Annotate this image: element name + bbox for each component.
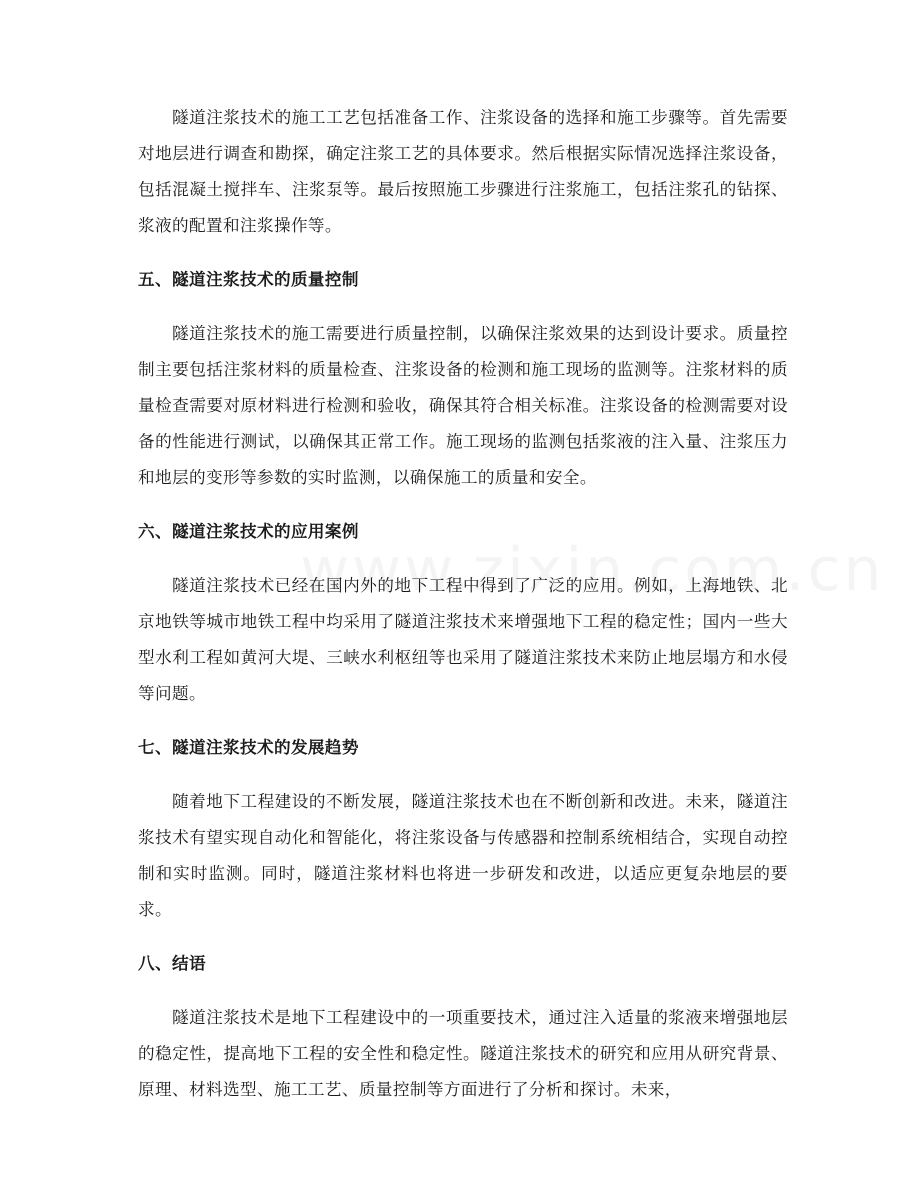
section-heading-conclusion: 八、结语 [138, 954, 206, 973]
section-heading-development-trends: 七、隧道注浆技术的发展趋势 [138, 738, 359, 757]
section-heading-quality-control: 五、隧道注浆技术的质量控制 [138, 270, 359, 289]
paragraph-application-cases: 隧道注浆技术已经在国内外的地下工程中得到了广泛的应用。例如，上海地铁、北京地铁等城市地铁工程中均采用了隧道注浆技术来增强地下工程的稳定性；国内一些大型水利工程如黄河大堤、三峡水利枢纽等也采用了隧道注浆技术来防止地层塌方和水侵等问题。 [138, 576, 788, 703]
paragraph-conclusion: 隧道注浆技术是地下工程建设中的一项重要技术，通过注入适量的浆液来增强地层的稳定性，提高地下工程的安全性和稳定性。隧道注浆技术的研究和应用从研究背景、原理、材料选型、施工工艺、质量控制等方面进行了分析和探讨。未来， [138, 1008, 788, 1099]
paragraph-development-trends: 随着地下工程建设的不断发展，隧道注浆技术也在不断创新和改进。未来，隧道注浆技术有望实现自动化和智能化，将注浆设备与传感器和控制系统相结合，实现自动控制和实时监测。同时，隧道注浆材料也将进一步研发和改进，以适应更复杂地层的要求。 [138, 792, 788, 919]
paragraph-construction-process: 隧道注浆技术的施工工艺包括准备工作、注浆设备的选择和施工步骤等。首先需要对地层进行调查和勘探，确定注浆工艺的具体要求。然后根据实际情况选择注浆设备，包括混凝土搅拌车、注浆泵等。最后按照施工步骤进行注浆施工，包括注浆孔的钻探、浆液的配置和注浆操作等。 [138, 108, 788, 235]
document-content [138, 100, 788, 1126]
section-heading-application-cases: 六、隧道注浆技术的应用案例 [138, 522, 359, 541]
paragraph-quality-control: 隧道注浆技术的施工需要进行质量控制，以确保注浆效果的达到设计要求。质量控制主要包括注浆材料的质量检查、注浆设备的检测和施工现场的监测等。注浆材料的质量检查需要对原材料进行检测和验收，确保其符合相关标准。注浆设备的检测需要对设备的性能进行测试，以确保其正常工作。施工现场的监测包括浆液的注入量、注浆压力和地层的变形等参数的实时监测，以确保施工的质量和安全。 [138, 324, 788, 487]
